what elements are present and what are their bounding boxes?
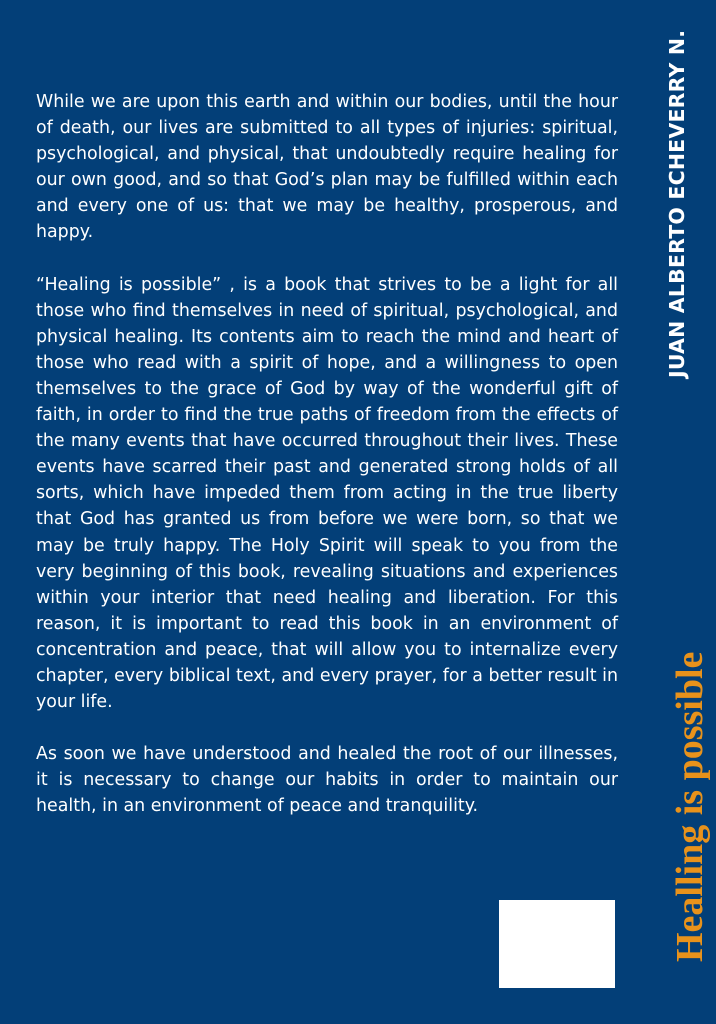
blurb-paragraph-2: “Healing is possible” , is a book that strives to be a light for all those who find themselves in need of spiritual, psychological, and physical healing. Its contents aim to reach the mind and heart of those who read with a spirit of hope, and a willingness to open themselves to the grace of God by way of the wonderful gift of faith, in order to find the true paths of freedom from the effects of the many events that have occurred throughout their lives. These events have scarred their past and generated strong holds of all sorts, which have impeded them from acting in the true liberty that God has granted us from before we were born, so that we may be truly happy. The Holy Spirit will speak to you from the very beginning of this book, revealing situations and experiences within your interior that need healing and liberation. For this reason, it is important to read this book in an environment of concentration and peace, that will allow you to internalize every chapter, every biblical text, and every prayer, for a better result in your life.	[36, 274, 618, 713]
spine-book-title: Healling is possible	[669, 651, 711, 962]
blurb-paragraph-3: As soon we have understood and healed the root of our illnesses, it is necessary to change our habits in order to maintain our health, in an environment of peace and tranquility.	[36, 744, 618, 817]
spine-author-name: JUAN ALBERTO ECHEVERRY N.	[665, 29, 689, 378]
blurb-paragraph-1: While we are upon this earth and within our bodies, until the hour of death, our lives are submitted to all types of injuries: spiritual, psychological, and physical, that undoubtedly require healing for our own good, and so that God’s plan may be fulfilled within each and every one of us: that we may be healthy, prosperous, and happy.	[36, 92, 618, 243]
barcode-placeholder	[499, 900, 615, 988]
back-cover-blurb	[36, 89, 618, 845]
